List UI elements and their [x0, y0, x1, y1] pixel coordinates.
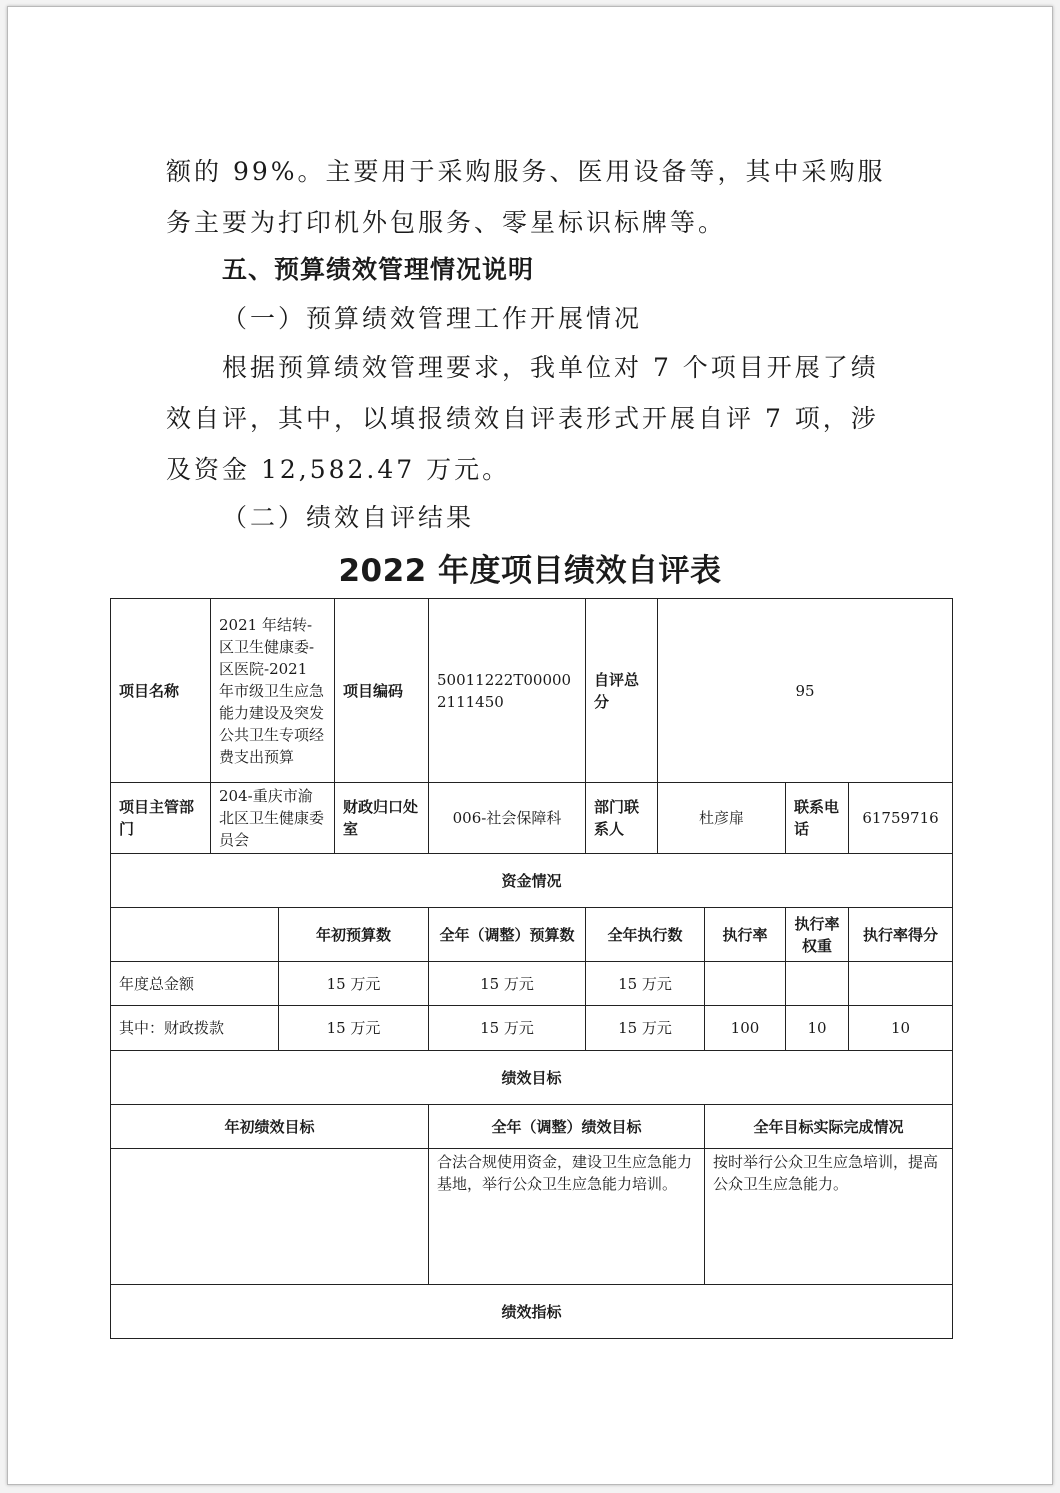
- goals-col-header: 全年（调整）绩效目标: [429, 1105, 705, 1149]
- funds-cell: 10: [849, 1006, 953, 1051]
- paragraph-performance-work: [166, 342, 906, 495]
- table-row: [111, 1149, 953, 1285]
- self-evaluation-table: [110, 598, 953, 1339]
- table-row: [111, 1051, 953, 1105]
- text-line: 根据预算绩效管理要求，我单位对 7 个项目开展了绩: [222, 353, 879, 382]
- funds-row-label: 年度总金额: [111, 962, 279, 1006]
- phone-label: 联系电话: [786, 783, 849, 854]
- initial-goal-cell: [111, 1149, 429, 1285]
- table-row: [111, 599, 953, 783]
- project-name: 2021 年结转-区卫生健康委-区医院-2021 年市级卫生应急能力建设及突发公共卫生专项经费支出预算: [211, 599, 335, 783]
- goals-section-header: 绩效目标: [111, 1051, 953, 1105]
- funds-cell: 15 万元: [279, 1006, 429, 1051]
- goals-col-header: 全年目标实际完成情况: [705, 1105, 953, 1149]
- finance-office-value: 006-社会保障科: [429, 783, 586, 854]
- dept-label: 项目主管部门: [111, 783, 211, 854]
- funds-col-header: 全年（调整）预算数: [429, 908, 586, 962]
- table-row: [111, 1285, 953, 1339]
- project-code: 50011222T000002111450: [429, 599, 586, 783]
- funds-col-header: 年初预算数: [279, 908, 429, 962]
- project-code-label: 项目编码: [335, 599, 429, 783]
- table-row: [111, 1105, 953, 1149]
- document-page: [7, 6, 1053, 1485]
- subheading-5-1: （一）预算绩效管理工作开展情况: [222, 304, 643, 333]
- contact-value: 杜彦扉: [658, 783, 786, 854]
- text-line: 效自评，其中，以填报绩效自评表形式开展自评 7 项，涉: [166, 404, 879, 433]
- funds-cell: 10: [786, 1006, 849, 1051]
- actual-completion-cell: 按时举行公众卫生应急培训，提高公众卫生应急能力。: [705, 1149, 953, 1285]
- paragraph-expense-usage: [166, 146, 906, 248]
- funds-col-header: 执行率权重: [786, 908, 849, 962]
- funds-cell: [705, 962, 786, 1006]
- indicators-section-header: 绩效指标: [111, 1285, 953, 1339]
- funds-col-header: 执行率得分: [849, 908, 953, 962]
- funds-cell: 100: [705, 1006, 786, 1051]
- text-line: 务主要为打印机外包服务、零星标识标牌等。: [166, 208, 727, 237]
- table-title: 2022 年度项目绩效自评表: [338, 553, 722, 589]
- table-row: [111, 854, 953, 908]
- funds-cell: 15 万元: [586, 962, 705, 1006]
- subheading-5-2: （二）绩效自评结果: [222, 503, 475, 532]
- funds-cell: 15 万元: [429, 962, 586, 1006]
- contact-label: 部门联系人: [586, 783, 658, 854]
- funds-cell: 15 万元: [279, 962, 429, 1006]
- adjusted-goal-cell: 合法合规使用资金，建设卫生应急能力基地，举行公众卫生应急能力培训。: [429, 1149, 705, 1285]
- funds-col-header: 执行率: [705, 908, 786, 962]
- self-eval-score: 95: [658, 599, 953, 783]
- funds-cell: [849, 962, 953, 1006]
- text-line: 及资金 12,582.47 万元。: [166, 455, 511, 484]
- funds-section-header: 资金情况: [111, 854, 953, 908]
- goals-col-header: 年初绩效目标: [111, 1105, 429, 1149]
- table-row: [111, 908, 953, 962]
- project-name-label: 项目名称: [111, 599, 211, 783]
- funds-cell: [786, 962, 849, 1006]
- phone-value: 61759716: [849, 783, 953, 854]
- table-row: [111, 962, 953, 1006]
- text-line: 额的 99%。主要用于采购服务、医用设备等，其中采购服: [166, 157, 886, 186]
- funds-corner-cell: [111, 908, 279, 962]
- table-row: [111, 1006, 953, 1051]
- section-heading-5: 五、预算绩效管理情况说明: [222, 255, 535, 284]
- funds-col-header: 全年执行数: [586, 908, 705, 962]
- funds-cell: 15 万元: [429, 1006, 586, 1051]
- funds-cell: 15 万元: [586, 1006, 705, 1051]
- dept-value: 204-重庆市渝北区卫生健康委员会: [211, 783, 335, 854]
- score-label: 自评总分: [586, 599, 658, 783]
- finance-office-label: 财政归口处室: [335, 783, 429, 854]
- funds-row-label: 其中：财政拨款: [111, 1006, 279, 1051]
- table-row: [111, 783, 953, 854]
